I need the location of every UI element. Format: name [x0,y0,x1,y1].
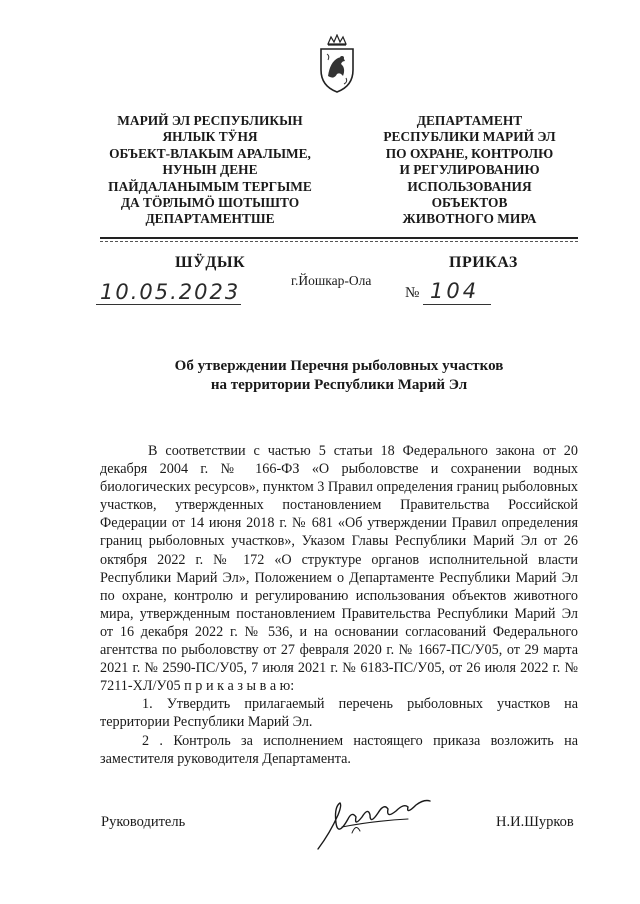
header-right-line: ЖИВОТНОГО МИРА [402,211,537,227]
header-right-line: РЕСПУБЛИКИ МАРИЙ ЭЛ [383,129,556,145]
document-body [100,442,578,768]
city-name: г.Йошкар-Ола [291,273,372,288]
header-left-line: НУНЫН ДЕНЕ [162,162,258,178]
handwritten-signature [312,793,440,853]
signer-name: Н.И.Шурков [496,814,574,830]
order-item: 1. Утвердить прилагаемый перечень рыболовных участков на территории Республики Марий Эл. [100,696,578,731]
order-item: 2 . Контроль за исполнением настоящего приказа возложить на заместителя руководителя Департамента. [100,732,578,767]
order-title-russian: ПРИКАЗ [449,254,518,271]
header-left-line: МАРИЙ ЭЛ РЕСПУБЛИКЫН [117,113,303,128]
coat-of-arms-icon [318,34,356,94]
order-title-mari: ШӰДЫК [175,254,246,271]
header-right-line: ПО ОХРАНЕ, КОНТРОЛЮ [385,145,554,161]
header-left-line: ДЕПАРТАМЕНТШЕ [145,211,275,227]
header-right-line: ОБЪЕКТОВ [431,195,508,211]
header-left-line: ОБЪЕКТ-ВЛАКЫМ АРАЛЫМЕ, [109,145,311,161]
header-mari-department-name [95,113,325,228]
title-line: Об утверждении Перечня рыболовных участков [174,358,504,374]
order-date: 10.05.2023 [100,280,241,304]
preamble-paragraph: В соответствии с частью 5 статьи 18 Федерального закона от 20 декабря 2004 г. № 166-ФЗ «О рыболовстве и сохранении водных биологических ресурсов», пунктом 3 Правил определения границ рыболовных участков, утвержденных постановлением Правительства Российской Федерации от 14 июня 2018 г. № 681 «Об утверждении Правил определения границ рыболовных участков», Указом Главы Республики Марий Эл от 26 октября 2022 г. № 172 «О структуре органов исполнительной власти Республики Марий Эл», Положением о Департаменте Республики Марий Эл по охране, контролю и регулированию использования объектов животного мира, утвержденным постановлением Правительства Республики Марий Эл от 16 декабря 2022 г. № 536, и на основании согласований Федерального агентства по рыболовству от 27 февраля 2020 г. № 1667-ПС/У05, от 29 марта 2021 г. № 2590-ПС/У05, 7 июля 2021 г. № 6183-ПС/У05, от 26 июля 2022 г. № 7211-ХЛ/У05 п р и к а з ы в а ю: [100,443,578,695]
header-left-line: ДА ТӦРЛЫМӦ ШОТЫШТО [120,195,300,211]
header-right-line: ДЕПАРТАМЕНТ [416,113,523,128]
header-left-line: ПАЙДАЛАНЫМЫМ ТЕРГЫМЕ [108,178,312,194]
title-line: на территории Республики Марий Эл [210,377,468,393]
header-right-line: ИСПОЛЬЗОВАНИЯ [407,178,532,194]
header-divider [100,237,578,239]
signer-role: Руководитель [101,814,186,830]
number-sign: № [405,285,420,301]
header-divider-dashed [100,241,578,242]
document-title [100,357,578,395]
header-left-line: ЯНЛЫК ТӰНЯ [162,129,258,145]
date-underline [96,304,241,305]
header-russian-department-name [362,113,577,228]
header-right-line: И РЕГУЛИРОВАНИЮ [399,162,540,178]
number-underline [423,304,491,305]
order-number: 104 [430,279,480,303]
